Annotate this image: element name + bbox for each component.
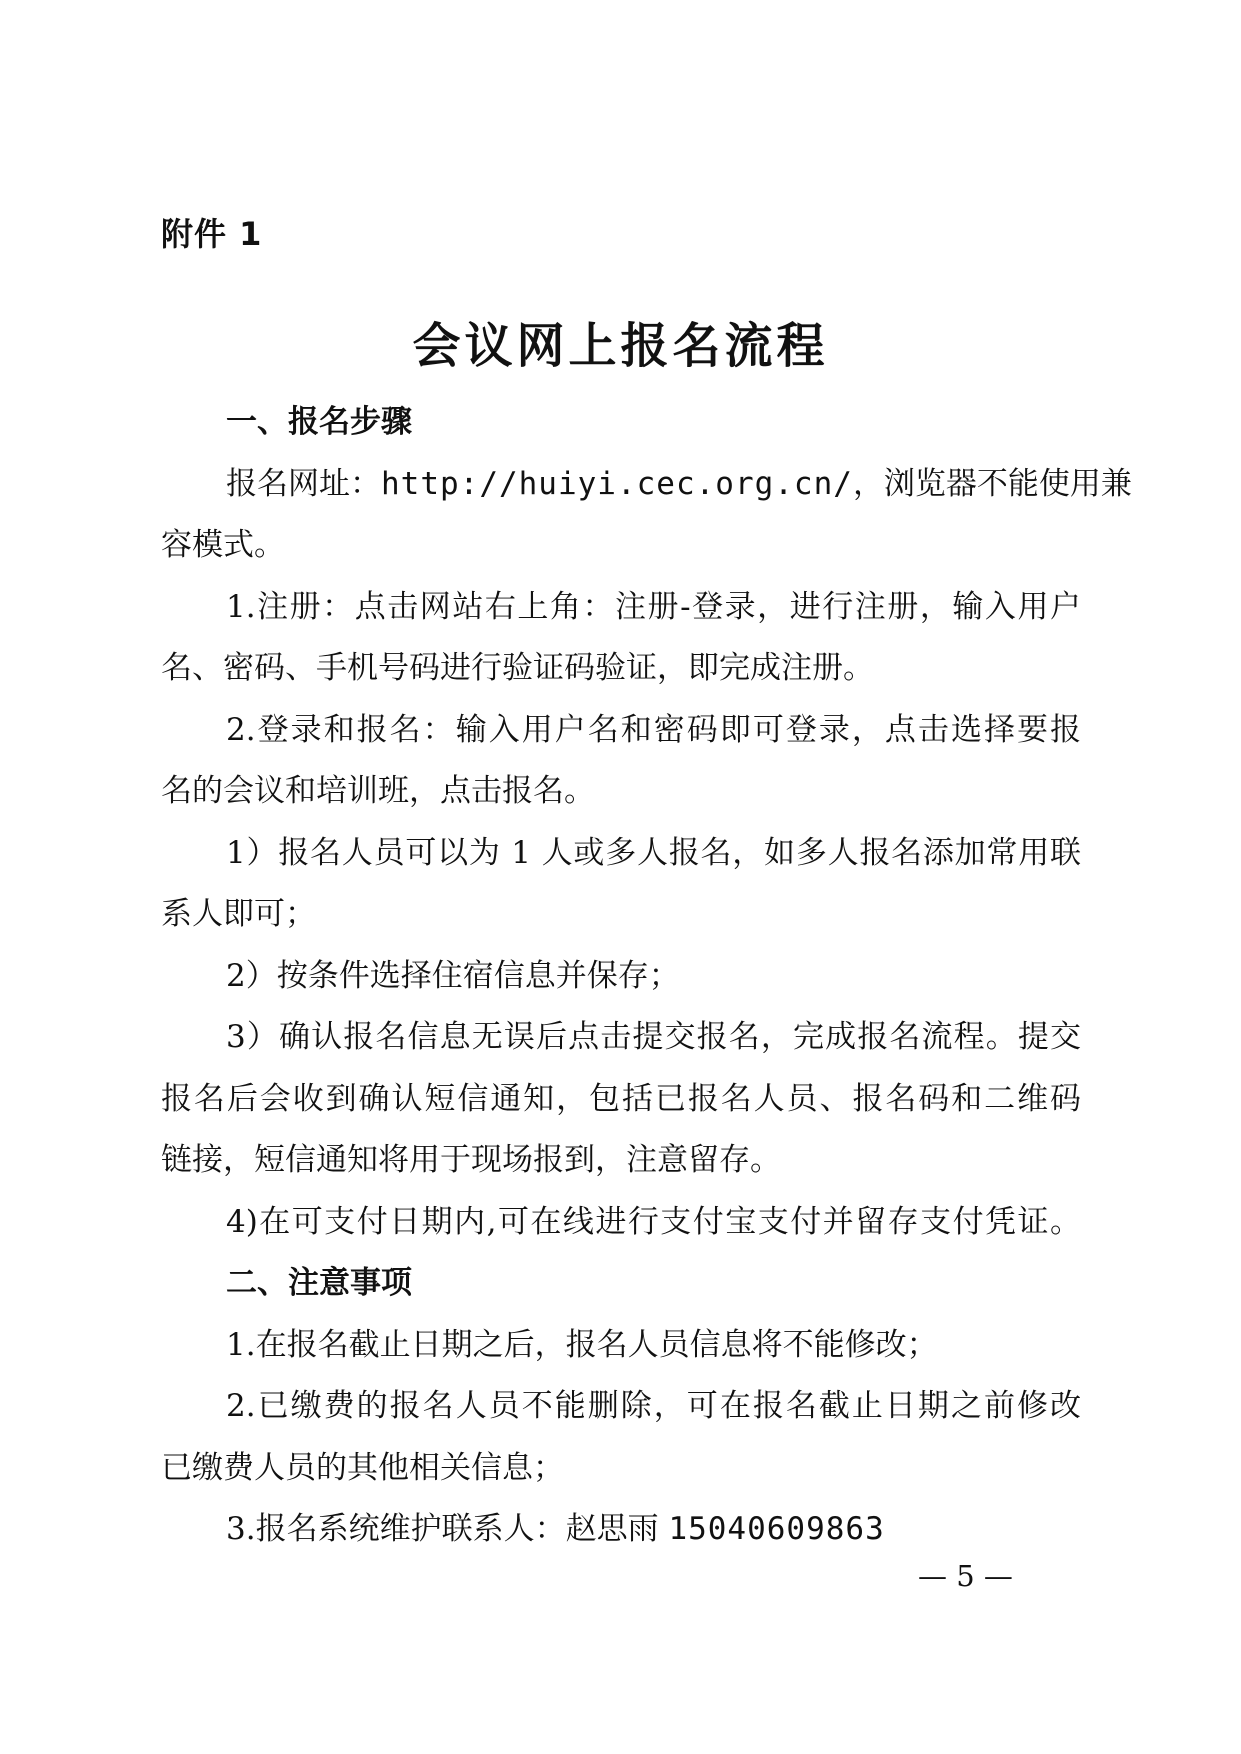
note-three — [161, 1499, 1081, 1561]
sub-step-four: 4)在可支付日期内,可在线进行支付宝支付并留存支付凭证。 — [226, 1203, 1081, 1240]
sub-step-one-line-one: 1）报名人员可以为 1 人或多人报名，如多人报名添加常用联 — [226, 834, 1081, 871]
maintenance-contact-phone: 15040609863 — [668, 1511, 885, 1547]
sub-step-three-line-one: 3）确认报名信息无误后点击提交报名，完成报名流程。提交 — [226, 1019, 1081, 1055]
document-content — [161, 392, 1132, 1561]
sub-step-two: 2）按条件选择住宿信息并保存； — [226, 957, 680, 994]
registration-url-continued: 容模式。 — [161, 527, 285, 563]
note-two-line-one: 2.已缴费的报名人员不能删除，可在报名截止日期之前修改 — [226, 1388, 1081, 1424]
page-number: — 5 — — [918, 1559, 1013, 1593]
registration-url-link[interactable]: http://huiyi.cec.org.cn/ — [381, 465, 853, 502]
sub-step-one-line-two: 系人即可； — [161, 896, 316, 932]
step-two-line-one: 2.登录和报名：输入用户名和密码即可登录，点击选择要报 — [226, 711, 1081, 748]
registration-url-line — [161, 454, 1132, 516]
registration-url-prefix: 报名网址： — [226, 465, 381, 502]
maintenance-contact-label: 3.报名系统维护联系人：赵思雨 — [226, 1511, 669, 1547]
step-one-line-two: 名、密码、手机号码进行验证码验证，即完成注册。 — [161, 650, 874, 686]
registration-url-suffix: ，浏览器不能使用兼 — [852, 465, 1132, 502]
note-two-line-two: 已缴费人员的其他相关信息； — [161, 1449, 564, 1486]
step-two-line-two: 名的会议和培训班，点击报名。 — [161, 773, 595, 809]
document-title: 会议网上报名流程 — [412, 318, 829, 375]
section-one-heading: 一、报名步骤 — [226, 404, 412, 440]
sub-step-three-line-two: 报名后会收到确认短信通知，包括已报名人员、报名码和二维码 — [161, 1080, 1081, 1117]
step-one-line-one: 1.注册：点击网站右上角：注册-登录，进行注册，输入用户 — [226, 588, 1081, 625]
section-two-heading: 二、注意事项 — [226, 1265, 412, 1301]
sub-step-three-line-three: 链接，短信通知将用于现场报到，注意留存。 — [161, 1142, 781, 1178]
attachment-label: 附件 1 — [161, 215, 263, 253]
note-one: 1.在报名截止日期之后，报名人员信息将不能修改； — [226, 1326, 938, 1363]
